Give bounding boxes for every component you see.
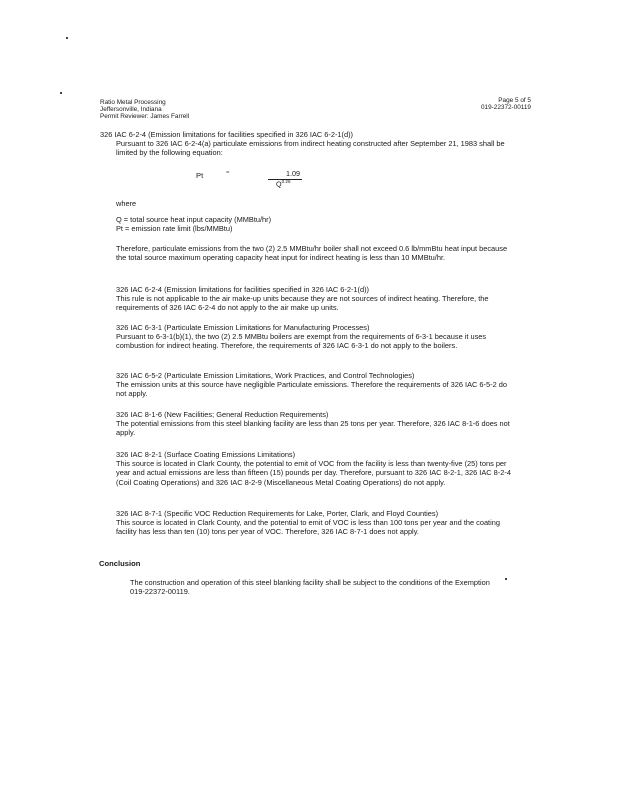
header-company: Ratio Metal Processing [100, 99, 166, 106]
section-heading: 326 IAC 8-2-1 (Surface Coating Emissions Limitations) [116, 450, 296, 459]
emission-formula [196, 170, 336, 190]
section-6-2-4-air-makeup [116, 285, 510, 313]
section-8-1-6 [116, 410, 512, 438]
conclusion-body [130, 578, 500, 596]
section-6-3-1 [116, 323, 512, 351]
section-body: Pursuant to 326 IAC 6-2-4(a) particulate emissions from indirect heating constructed after September 21, 1983 shall be limited by the following equation: [116, 139, 505, 158]
formula-numerator: 1.09 [286, 169, 300, 178]
section-heading: 326 IAC 6-2-4 (Emission limitations for facilities specified in 326 IAC 6-2-1(d)) [116, 285, 370, 294]
section-heading: 326 IAC 8-1-6 (New Facilities; General Reduction Requirements) [116, 410, 329, 419]
section-body: This source is located in Clark County, and the potential to emit of VOC is less than 100 tons per year and the coating facility has less than ten (10) tons per year of VOC. Therefore, 326 IAC 8-7-1 does not apply. [116, 518, 500, 537]
header-reviewer: Permit Reviewer: James Farrell [100, 113, 190, 120]
formula-definitions [116, 199, 496, 234]
section-8-2-1 [116, 450, 512, 487]
section-body: The potential emissions from this steel blanking facility are less than 25 tons per year. Therefore, 326 IAC 8-1-6 does not apply. [116, 419, 510, 438]
therefore-text: Therefore, particulate emissions from the two (2) 2.5 MMBtu/hr boiler shall not exceed 0.6 lb/mmBtu heat input because the total source maximum operating capacity heat input for indirect heating is less than 10 MMBtu/hr. [116, 244, 508, 263]
document-header-left [100, 99, 189, 120]
definition-q: Q = total source heat input capacity (MMBtu/hr) [116, 215, 272, 225]
section-body: This source is located in Clark County, the potential to emit of VOC from the facility is less than twenty-five (25) tons per year and actual emissions are less than fifteen (15) pounds per day. Therefore, pursuant to 326 IAC 8-2-1, 326 IAC 8-2-4 (Coil Coating Operations) and 326 IAC 8-2-9 (Miscellaneous Metal Coating Operations) do not apply. [116, 459, 511, 487]
scan-speck [505, 578, 507, 580]
section-6-2-4-boilers [100, 130, 510, 158]
section-heading: 326 IAC 6-5-2 (Particulate Emission Limitations, Work Practices, and Control Technologies) [116, 371, 415, 380]
section-6-5-2 [116, 371, 512, 399]
conclusion-heading: Conclusion [99, 559, 141, 568]
header-page-number: Page 5 of 5 [498, 97, 531, 104]
section-body: Pursuant to 6-3-1(b)(1), the two (2) 2.5 MMBtu boilers are exempt from the requirements of 6-3-1 because it uses combustion for indirect heating. Therefore, the requirements of 326 IAC 6-3-1 do not apply to the boilers. [116, 332, 487, 351]
section-heading: 326 IAC 6-2-4 (Emission limitations for facilities specified in 326 IAC 6-2-1(d)) [100, 130, 354, 139]
formula-denominator-exponent: 0.26 [281, 179, 291, 184]
scan-speck [66, 37, 68, 39]
section-heading: 326 IAC 8-7-1 (Specific VOC Reduction Requirements for Lake, Porter, Clark, and Floyd Counties) [116, 509, 439, 518]
document-header-right [481, 97, 531, 111]
section-heading: 326 IAC 6-3-1 (Particulate Emission Limitations for Manufacturing Processes) [116, 323, 370, 332]
formula-lhs: Pt [196, 171, 204, 180]
formula-denominator-base: Q [276, 179, 282, 189]
definitions-where: where [116, 199, 137, 208]
header-permit-number: 019-22372-00119 [481, 104, 531, 111]
section-body: The emission units at this source have negligible Particulate emissions. Therefore the requirements of 326 IAC 6-5-2 do not apply. [116, 380, 507, 399]
conclusion-text: The construction and operation of this steel blanking facility shall be subject to the conditions of the Exemption 019-22372-00119. [130, 578, 490, 597]
formula-equals: = [226, 170, 230, 176]
section-body: This rule is not applicable to the air make-up units because they are not sources of indirect heating. Therefore, the requirements of 326 IAC 6-2-4 do not apply to the air make up units. [116, 294, 489, 313]
boiler-emission-conclusion [116, 244, 508, 262]
section-8-7-1 [116, 509, 512, 537]
scan-speck [60, 92, 62, 94]
definition-pt: Pt = emission rate limit (lbs/MMBtu) [116, 224, 233, 234]
formula-denominator [276, 179, 291, 188]
header-location: Jeffersonville, Indiana [100, 106, 162, 113]
